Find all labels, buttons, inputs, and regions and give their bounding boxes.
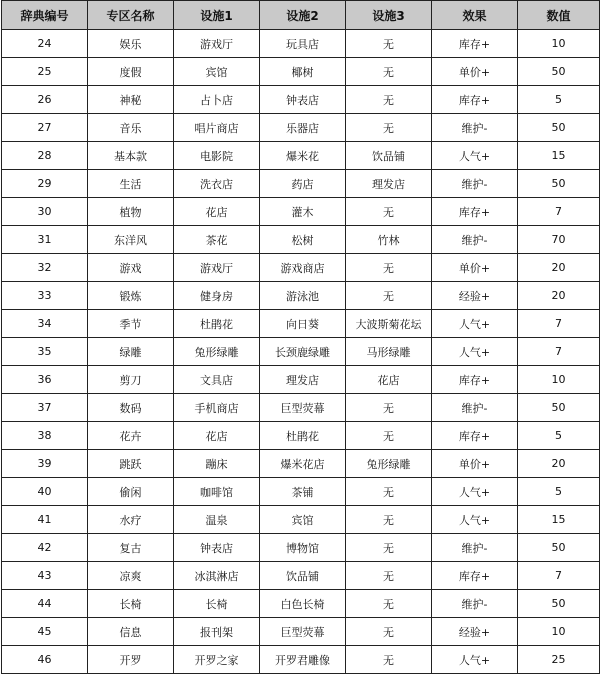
cell-effect: 人气+ xyxy=(432,142,518,170)
table-row xyxy=(2,618,600,646)
cell-facility-3: 竹林 xyxy=(346,226,432,254)
cell-facility-1: 花店 xyxy=(174,198,260,226)
table-row xyxy=(2,590,600,618)
cell-dictionary-number: 28 xyxy=(2,142,88,170)
cell-value: 20 xyxy=(518,282,600,310)
cell-facility-1: 杜鹃花 xyxy=(174,310,260,338)
cell-effect: 维护- xyxy=(432,590,518,618)
cell-facility-3: 无 xyxy=(346,646,432,674)
cell-value: 20 xyxy=(518,450,600,478)
cell-facility-3: 无 xyxy=(346,282,432,310)
cell-value: 7 xyxy=(518,198,600,226)
cell-value: 10 xyxy=(518,30,600,58)
cell-zone-name: 神秘 xyxy=(88,86,174,114)
cell-facility-3: 无 xyxy=(346,254,432,282)
cell-facility-3: 无 xyxy=(346,198,432,226)
cell-zone-name: 生活 xyxy=(88,170,174,198)
cell-facility-3: 无 xyxy=(346,30,432,58)
cell-effect: 人气+ xyxy=(432,646,518,674)
cell-effect: 维护- xyxy=(432,226,518,254)
table-row xyxy=(2,422,600,450)
cell-dictionary-number: 38 xyxy=(2,422,88,450)
cell-value: 10 xyxy=(518,618,600,646)
cell-zone-name: 东洋风 xyxy=(88,226,174,254)
cell-facility-2: 长颈鹿绿雕 xyxy=(260,338,346,366)
cell-facility-2: 巨型荧幕 xyxy=(260,394,346,422)
cell-facility-1: 开罗之家 xyxy=(174,646,260,674)
cell-facility-2: 巨型荧幕 xyxy=(260,618,346,646)
cell-zone-name: 长椅 xyxy=(88,590,174,618)
zone-dictionary-table xyxy=(1,0,600,674)
cell-zone-name: 跳跃 xyxy=(88,450,174,478)
cell-facility-1: 手机商店 xyxy=(174,394,260,422)
cell-facility-1: 游戏厅 xyxy=(174,30,260,58)
cell-facility-2: 开罗君雕像 xyxy=(260,646,346,674)
cell-value: 50 xyxy=(518,114,600,142)
header-zone-name: 专区名称 xyxy=(88,1,174,30)
table-row xyxy=(2,86,600,114)
cell-facility-3: 无 xyxy=(346,58,432,86)
cell-effect: 单价+ xyxy=(432,450,518,478)
cell-facility-2: 椰树 xyxy=(260,58,346,86)
table-row xyxy=(2,450,600,478)
cell-zone-name: 锻炼 xyxy=(88,282,174,310)
cell-facility-1: 电影院 xyxy=(174,142,260,170)
cell-facility-1: 报刊架 xyxy=(174,618,260,646)
cell-facility-2: 爆米花 xyxy=(260,142,346,170)
cell-facility-1: 茶花 xyxy=(174,226,260,254)
cell-dictionary-number: 40 xyxy=(2,478,88,506)
header-effect: 效果 xyxy=(432,1,518,30)
cell-value: 10 xyxy=(518,366,600,394)
cell-effect: 维护- xyxy=(432,170,518,198)
cell-effect: 库存+ xyxy=(432,198,518,226)
cell-dictionary-number: 42 xyxy=(2,534,88,562)
cell-value: 7 xyxy=(518,310,600,338)
table-row xyxy=(2,254,600,282)
cell-zone-name: 水疗 xyxy=(88,506,174,534)
cell-facility-2: 药店 xyxy=(260,170,346,198)
cell-value: 7 xyxy=(518,562,600,590)
cell-zone-name: 绿雕 xyxy=(88,338,174,366)
cell-facility-2: 钟表店 xyxy=(260,86,346,114)
table-row xyxy=(2,58,600,86)
cell-facility-2: 游戏商店 xyxy=(260,254,346,282)
table-row xyxy=(2,506,600,534)
cell-zone-name: 度假 xyxy=(88,58,174,86)
table-row xyxy=(2,198,600,226)
cell-facility-1: 洗衣店 xyxy=(174,170,260,198)
cell-effect: 库存+ xyxy=(432,422,518,450)
cell-value: 70 xyxy=(518,226,600,254)
table-row xyxy=(2,170,600,198)
cell-facility-2: 宾馆 xyxy=(260,506,346,534)
cell-dictionary-number: 27 xyxy=(2,114,88,142)
cell-dictionary-number: 32 xyxy=(2,254,88,282)
cell-value: 50 xyxy=(518,170,600,198)
cell-facility-2: 玩具店 xyxy=(260,30,346,58)
cell-dictionary-number: 35 xyxy=(2,338,88,366)
table-row xyxy=(2,646,600,674)
cell-dictionary-number: 31 xyxy=(2,226,88,254)
cell-facility-1: 蹦床 xyxy=(174,450,260,478)
cell-value: 50 xyxy=(518,394,600,422)
cell-facility-1: 冰淇淋店 xyxy=(174,562,260,590)
cell-facility-1: 钟表店 xyxy=(174,534,260,562)
cell-value: 15 xyxy=(518,506,600,534)
table-row xyxy=(2,114,600,142)
cell-effect: 维护- xyxy=(432,114,518,142)
cell-facility-3: 无 xyxy=(346,506,432,534)
cell-zone-name: 凉爽 xyxy=(88,562,174,590)
cell-facility-2: 松树 xyxy=(260,226,346,254)
cell-facility-3: 无 xyxy=(346,86,432,114)
cell-effect: 经验+ xyxy=(432,618,518,646)
cell-effect: 库存+ xyxy=(432,30,518,58)
cell-effect: 人气+ xyxy=(432,338,518,366)
cell-dictionary-number: 33 xyxy=(2,282,88,310)
cell-facility-1: 唱片商店 xyxy=(174,114,260,142)
table-row xyxy=(2,282,600,310)
table-row xyxy=(2,534,600,562)
cell-effect: 单价+ xyxy=(432,58,518,86)
cell-value: 5 xyxy=(518,478,600,506)
cell-dictionary-number: 45 xyxy=(2,618,88,646)
header-facility-3: 设施3 xyxy=(346,1,432,30)
cell-zone-name: 娱乐 xyxy=(88,30,174,58)
table-row xyxy=(2,394,600,422)
cell-dictionary-number: 39 xyxy=(2,450,88,478)
table-header-row xyxy=(2,1,600,30)
cell-zone-name: 偷闲 xyxy=(88,478,174,506)
cell-value: 25 xyxy=(518,646,600,674)
cell-dictionary-number: 29 xyxy=(2,170,88,198)
header-facility-2: 设施2 xyxy=(260,1,346,30)
table-row xyxy=(2,562,600,590)
cell-facility-2: 爆米花店 xyxy=(260,450,346,478)
cell-zone-name: 植物 xyxy=(88,198,174,226)
cell-facility-2: 理发店 xyxy=(260,366,346,394)
header-facility-1: 设施1 xyxy=(174,1,260,30)
cell-zone-name: 信息 xyxy=(88,618,174,646)
cell-facility-1: 占卜店 xyxy=(174,86,260,114)
table-row xyxy=(2,30,600,58)
cell-facility-3: 花店 xyxy=(346,366,432,394)
cell-dictionary-number: 41 xyxy=(2,506,88,534)
cell-zone-name: 基本款 xyxy=(88,142,174,170)
table-row xyxy=(2,366,600,394)
cell-facility-3: 无 xyxy=(346,478,432,506)
header-value: 数值 xyxy=(518,1,600,30)
cell-value: 5 xyxy=(518,86,600,114)
cell-facility-1: 宾馆 xyxy=(174,58,260,86)
cell-facility-3: 无 xyxy=(346,562,432,590)
table-row xyxy=(2,226,600,254)
cell-facility-1: 兔形绿雕 xyxy=(174,338,260,366)
cell-dictionary-number: 46 xyxy=(2,646,88,674)
cell-zone-name: 游戏 xyxy=(88,254,174,282)
cell-effect: 经验+ xyxy=(432,282,518,310)
cell-value: 50 xyxy=(518,590,600,618)
cell-effect: 单价+ xyxy=(432,254,518,282)
cell-dictionary-number: 36 xyxy=(2,366,88,394)
cell-value: 20 xyxy=(518,254,600,282)
cell-facility-2: 杜鹃花 xyxy=(260,422,346,450)
cell-facility-2: 茶铺 xyxy=(260,478,346,506)
cell-zone-name: 复古 xyxy=(88,534,174,562)
cell-facility-3: 兔形绿雕 xyxy=(346,450,432,478)
cell-facility-3: 大波斯菊花坛 xyxy=(346,310,432,338)
cell-dictionary-number: 37 xyxy=(2,394,88,422)
cell-dictionary-number: 25 xyxy=(2,58,88,86)
table-row xyxy=(2,310,600,338)
header-dictionary-number: 辞典编号 xyxy=(2,1,88,30)
cell-facility-3: 无 xyxy=(346,534,432,562)
cell-value: 15 xyxy=(518,142,600,170)
cell-effect: 库存+ xyxy=(432,366,518,394)
cell-facility-2: 博物馆 xyxy=(260,534,346,562)
cell-zone-name: 季节 xyxy=(88,310,174,338)
cell-facility-1: 咖啡馆 xyxy=(174,478,260,506)
cell-facility-2: 游泳池 xyxy=(260,282,346,310)
cell-facility-2: 乐器店 xyxy=(260,114,346,142)
cell-facility-2: 向日葵 xyxy=(260,310,346,338)
cell-effect: 人气+ xyxy=(432,506,518,534)
cell-facility-3: 无 xyxy=(346,422,432,450)
cell-zone-name: 数码 xyxy=(88,394,174,422)
cell-facility-3: 马形绿雕 xyxy=(346,338,432,366)
cell-effect: 人气+ xyxy=(432,310,518,338)
cell-zone-name: 开罗 xyxy=(88,646,174,674)
cell-facility-3: 无 xyxy=(346,114,432,142)
cell-facility-3: 饮品铺 xyxy=(346,142,432,170)
cell-dictionary-number: 24 xyxy=(2,30,88,58)
cell-zone-name: 花卉 xyxy=(88,422,174,450)
cell-effect: 维护- xyxy=(432,394,518,422)
cell-value: 7 xyxy=(518,338,600,366)
cell-effect: 维护- xyxy=(432,534,518,562)
cell-facility-1: 花店 xyxy=(174,422,260,450)
table-row xyxy=(2,478,600,506)
cell-dictionary-number: 44 xyxy=(2,590,88,618)
cell-facility-2: 饮品铺 xyxy=(260,562,346,590)
table-row xyxy=(2,142,600,170)
cell-facility-3: 无 xyxy=(346,618,432,646)
cell-effect: 人气+ xyxy=(432,478,518,506)
cell-facility-2: 白色长椅 xyxy=(260,590,346,618)
cell-dictionary-number: 26 xyxy=(2,86,88,114)
cell-zone-name: 音乐 xyxy=(88,114,174,142)
cell-dictionary-number: 30 xyxy=(2,198,88,226)
cell-dictionary-number: 43 xyxy=(2,562,88,590)
cell-facility-1: 温泉 xyxy=(174,506,260,534)
table-body xyxy=(2,30,600,674)
cell-facility-1: 长椅 xyxy=(174,590,260,618)
cell-facility-3: 无 xyxy=(346,394,432,422)
table-row xyxy=(2,338,600,366)
cell-value: 5 xyxy=(518,422,600,450)
cell-facility-1: 文具店 xyxy=(174,366,260,394)
cell-facility-3: 理发店 xyxy=(346,170,432,198)
cell-zone-name: 剪刀 xyxy=(88,366,174,394)
cell-value: 50 xyxy=(518,58,600,86)
cell-effect: 库存+ xyxy=(432,86,518,114)
cell-facility-1: 游戏厅 xyxy=(174,254,260,282)
cell-facility-3: 无 xyxy=(346,590,432,618)
cell-value: 50 xyxy=(518,534,600,562)
cell-dictionary-number: 34 xyxy=(2,310,88,338)
cell-effect: 库存+ xyxy=(432,562,518,590)
cell-facility-1: 健身房 xyxy=(174,282,260,310)
cell-facility-2: 灌木 xyxy=(260,198,346,226)
